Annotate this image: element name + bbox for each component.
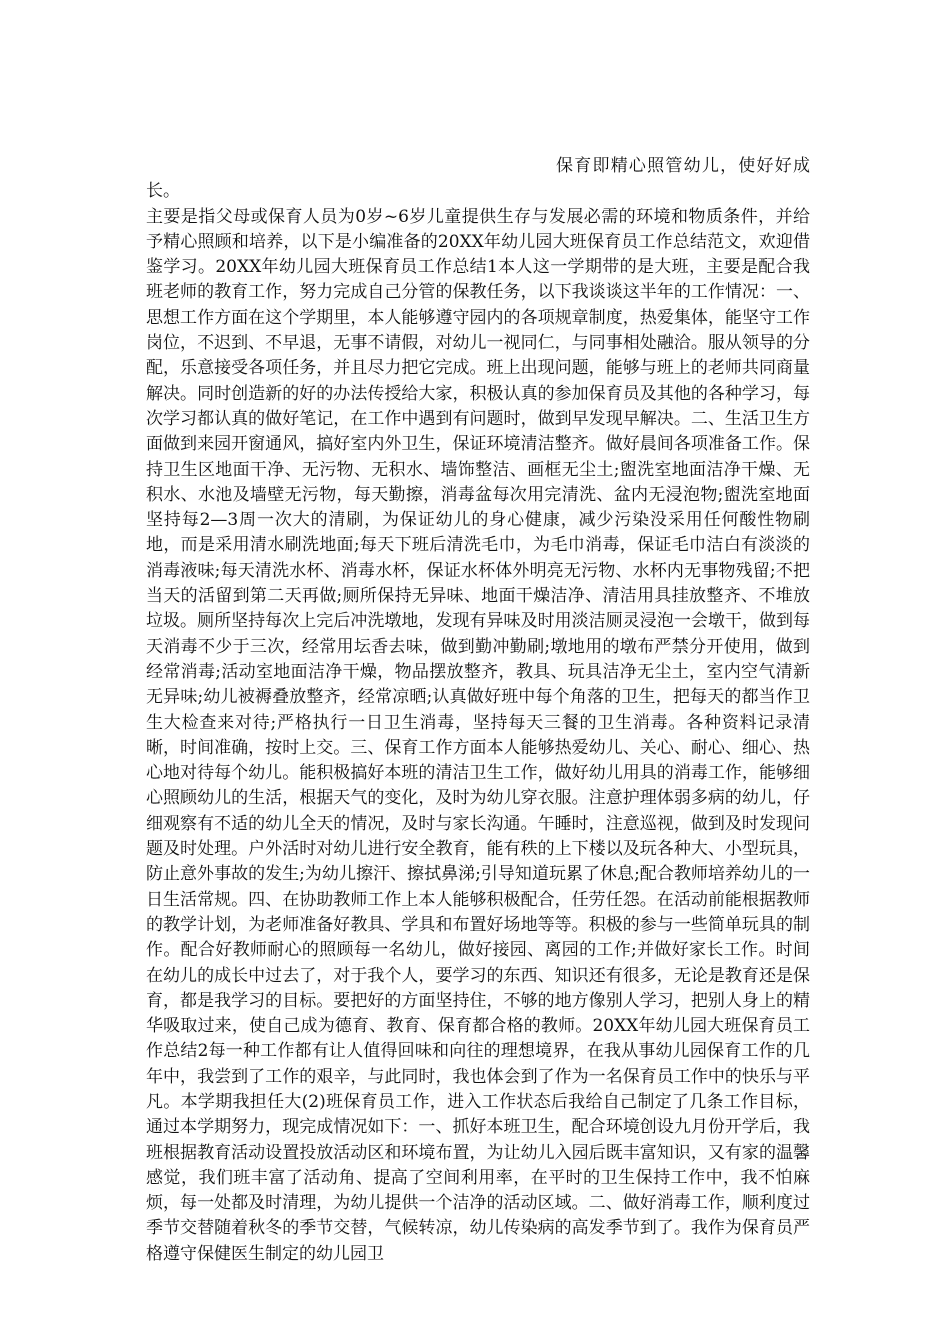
document-text: [146, 154, 810, 1267]
opening-sentence: 保育即精心照管幼儿，使好好成长。: [146, 156, 810, 202]
body-paragraph: 主要是指父母或保育人员为0岁~6岁儿童提供生存与发展必需的环境和物质条件，并给予精心照顾和培养，以下是小编准备的20XX年幼儿园大班保育员工作总结范文，欢迎借鉴学习。20XX年幼儿园大班保育员工作总结1本人这一学期带的是大班，主要是配合我班老师的教育工作，努力完成自己分管的保教任务，以下我谈谈这半年的工作情况：一、思想工作方面在这个学期里，本人能够遵守园内的各项规章制度，热爱集体，能坚守工作岗位，不迟到、不早退，无事不请假，对幼儿一视同仁，与同事相处融洽。服从领导的分配，乐意接受各项任务，并且尽力把它完成。班上出现问题，能够与班上的老师共同商量解决。同时创造新的好的办法传授给大家，积极认真的参加保育员及其他的各种学习，每次学习都认真的做好笔记，在工作中遇到有问题时，做到早发现早解决。二、生活卫生方面做到来园开窗通风，搞好室内外卫生，保证环境清洁整齐。做好晨间各项准备工作。保持卫生区地面干净、无污物、无积水、墙饰整洁、画框无尘土;盥洗室地面洁净干燥、无积水、水池及墙壁无污物，每天勤擦，消毒盆每次用完清洗、盆内无浸泡物;盥洗室地面坚持每2—3周一次大的清刷，为保证幼儿的身心健康，减少污染没采用任何酸性物刷地，而是采用清水刷洗地面;每天下班后清洗毛巾，为毛巾消毒，保证毛巾洁白有淡淡的消毒液味;每天清洗水杯、消毒水杯，保证水杯体外明亮无污物、水杯内无事物残留;不把当天的活留到第二天再做;厕所保持无异味、地面干燥洁净、清洁用具挂放整齐、不堆放垃圾。厕所坚持每次上完后冲洗墩地，发现有异味及时用淡洁厕灵浸泡一会墩干，做到每天消毒不少于三次，经常用坛香去味，做到勤冲勤刷;墩地用的墩布严禁分开使用，做到经常消毒;活动室地面洁净干燥，物品摆放整齐，教具、玩具洁净无尘土，室内空气清新无异味;幼儿被褥叠放整齐，经常凉晒;认真做好班中每个角落的卫生，把每天的都当作卫生大检查来对待;严格执行一日卫生消毒，坚持每天三餐的卫生消毒。各种资料记录清晰，时间准确，按时上交。三、保育工作方面本人能够热爱幼儿、关心、耐心、细心、热心地对待每个幼儿。能积极搞好本班的清洁卫生工作，做好幼儿用具的消毒工作，能够细心照顾幼儿的生活，根据天气的变化，及时为幼儿穿衣服。注意护理体弱多病的幼儿，仔细观察有不适的幼儿全天的情况，及时与家长沟通。午睡时，注意巡视，做到及时发现问题及时处理。户外活时对幼儿进行安全教育，能有秩的上下楼以及玩各种大、小型玩具，防止意外事故的发生;为幼儿擦汗、擦拭鼻涕;引导知道玩累了休息;配合教师培养幼儿的一日生活常规。四、在协助教师工作上本人能够积极配合，任劳任怨。在活动前能根据教师的教学计划，为老师准备好教具、学具和布置好场地等等。积极的参与一些简单玩具的制作。配合好教师耐心的照顾每一名幼儿，做好接园、离园的工作;并做好家长工作。时间在幼儿的成长中过去了，对于我个人，要学习的东西、知识还有很多，无论是教育还是保育，都是我学习的目标。要把好的方面坚持住，不够的地方像别人学习，把别人身上的精华吸取过来，使自己成为德育、教育、保育都合格的教师。20XX年幼儿园大班保育员工作总结2每一种工作都有让人值得回味和向往的理想境界，在我从事幼儿园保育工作的几年中，我尝到了工作的艰辛，与此同时，我也体会到了作为一名保育员工作中的快乐与平凡。本学期我担任大(2)班保育员工作，进入工作状态后我给自己制定了几条工作目标，通过本学期努力，现完成情况如下：一、抓好本班卫生，配合环境创设九月份开学后，我班根据教育活动设置投放活动区和环境布置，为让幼儿入园后既丰富知识，又有家的温馨感觉，我们班丰富了活动角、提高了空间利用率，在平时的卫生保持工作中，我不怕麻烦，每一处都及时清理，为幼儿提供一个洁净的活动区域。二、做好消毒工作，顺利度过季节交替随着秋冬的季节交替，气候转凉，幼儿传染病的高发季节到了。我作为保育员严格遵守保健医生制定的幼儿园卫: [146, 206, 810, 1264]
